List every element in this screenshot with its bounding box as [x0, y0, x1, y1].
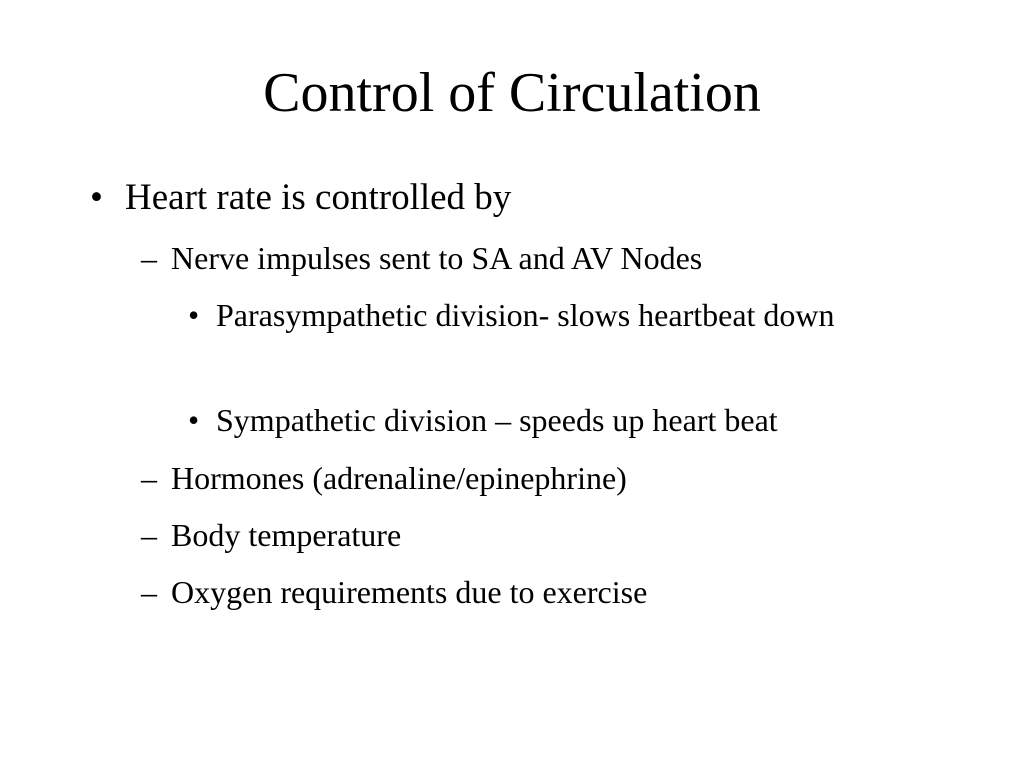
list-item-level-3: [0, 295, 1024, 387]
bullet-marker: •: [90, 177, 103, 218]
list-item-level-2: [0, 572, 1024, 612]
slide-title: Control of Circulation: [263, 62, 761, 124]
bullet-marker: •: [188, 297, 200, 333]
dash-marker: –: [141, 574, 157, 610]
list-item-level-3: [0, 400, 1024, 440]
list-item-text: Sympathetic division – speeds up heart beat: [216, 402, 778, 438]
list-item-level-2: [0, 515, 1024, 555]
list-item-text: Hormones (adrenaline/epinephrine): [171, 460, 627, 496]
bullet-marker: •: [188, 402, 200, 438]
list-item-level-2: [0, 238, 1024, 278]
dash-marker: –: [141, 517, 157, 553]
list-item-text: Parasympathetic division- slows heartbeat down: [216, 297, 835, 333]
list-item-text: Body temperature: [171, 517, 402, 553]
list-item-text: Nerve impulses sent to SA and AV Nodes: [171, 240, 703, 276]
list-item-text: Oxygen requirements due to exercise: [171, 574, 648, 610]
list-item-level-2: [0, 458, 1024, 498]
list-item-text: Heart rate is controlled by: [125, 177, 512, 218]
dash-marker: –: [141, 460, 157, 496]
list-item-level-1: [0, 176, 1024, 220]
dash-marker: –: [141, 240, 157, 276]
